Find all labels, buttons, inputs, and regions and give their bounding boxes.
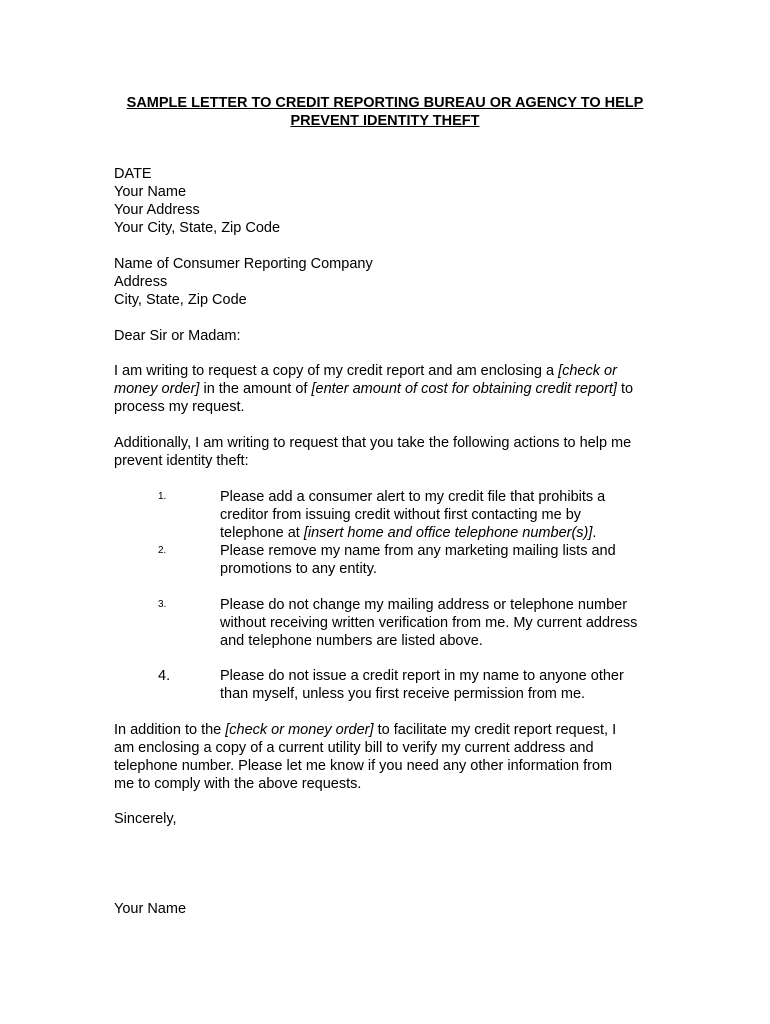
para3-text: In addition to the bbox=[114, 722, 226, 738]
para3-line-3: telephone number. Please let me know if you need any other information from bbox=[114, 758, 613, 774]
list-item-text: . bbox=[592, 525, 597, 541]
list-item-line: creditor from issuing credit without first contacting me by bbox=[220, 507, 582, 523]
list-item-text: telephone at bbox=[220, 525, 304, 541]
para3-text: to facilitate my credit report request, I bbox=[373, 722, 617, 738]
list-item-line: promotions to any entity. bbox=[220, 561, 377, 577]
list-item-line: Please do not change my mailing address or telephone number bbox=[220, 597, 628, 613]
list-item bbox=[220, 667, 670, 703]
list-number: 2. bbox=[158, 545, 167, 556]
salutation-text: Dear Sir or Madam: bbox=[114, 328, 241, 344]
list-item-line: and telephone numbers are listed above. bbox=[220, 633, 483, 649]
para1-line-3: process my request. bbox=[114, 399, 245, 415]
signature-name: Your Name bbox=[114, 901, 187, 917]
para3-line-4: me to comply with the above requests. bbox=[114, 776, 362, 792]
paragraph-enclosure bbox=[114, 721, 674, 793]
signature bbox=[114, 900, 674, 918]
para1-line-1 bbox=[114, 362, 674, 380]
para1-text: I am writing to request a copy of my credit report and am enclosing a bbox=[114, 363, 559, 379]
closing-text: Sincerely, bbox=[114, 811, 177, 827]
recipient-city: City, State, Zip Code bbox=[114, 292, 247, 308]
placeholder-phone: [insert home and office telephone number(s)] bbox=[303, 525, 593, 541]
title-line-2: PREVENT IDENTITY THEFT bbox=[290, 113, 480, 129]
para1-line-2 bbox=[114, 380, 674, 398]
list-item bbox=[220, 596, 670, 650]
sender-name: Your Name bbox=[114, 184, 187, 200]
salutation bbox=[114, 327, 674, 345]
letter-title bbox=[100, 94, 670, 130]
para1-text: to bbox=[616, 381, 634, 397]
placeholder-amount: [enter amount of cost for obtaining credit report] bbox=[311, 381, 617, 397]
list-item-line: Please remove my name from any marketing mailing lists and bbox=[220, 543, 616, 559]
paragraph-actions bbox=[114, 434, 674, 470]
para3-line-1 bbox=[114, 721, 674, 739]
sender-block bbox=[114, 165, 674, 237]
para3-line-2: am enclosing a copy of a current utility bill to verify my current address and bbox=[114, 740, 594, 756]
list-item-line: Please add a consumer alert to my credit file that prohibits a bbox=[220, 489, 606, 505]
paragraph-request bbox=[114, 362, 674, 416]
list-item-line bbox=[220, 524, 670, 542]
list-item-line: Please do not issue a credit report in my name to anyone other bbox=[220, 668, 624, 684]
recipient-address: Address bbox=[114, 274, 168, 290]
list-number: 3. bbox=[158, 599, 167, 610]
list-item-line: than myself, unless you first receive permission from me. bbox=[220, 686, 586, 702]
sender-city: Your City, State, Zip Code bbox=[114, 220, 281, 236]
sender-address: Your Address bbox=[114, 202, 200, 218]
para2-line-1: Additionally, I am writing to request that you take the following actions to help me bbox=[114, 435, 632, 451]
list-number: 1. bbox=[158, 491, 167, 502]
recipient-company: Name of Consumer Reporting Company bbox=[114, 256, 373, 272]
date-line: DATE bbox=[114, 166, 152, 182]
recipient-block bbox=[114, 255, 674, 309]
placeholder-payment: [check or bbox=[558, 363, 617, 379]
list-item bbox=[220, 542, 670, 578]
closing bbox=[114, 810, 674, 828]
title-line-1: SAMPLE LETTER TO CREDIT REPORTING BUREAU OR AGENCY TO HELP bbox=[126, 95, 644, 111]
list-number: 4. bbox=[158, 668, 171, 684]
para1-text: in the amount of bbox=[199, 381, 312, 397]
list-item-line: without receiving written verification from me. My current address bbox=[220, 615, 638, 631]
list-item bbox=[220, 488, 670, 542]
placeholder-payment: [check or money order] bbox=[225, 722, 374, 738]
placeholder-payment-cont: money order] bbox=[114, 381, 200, 397]
para2-line-2: prevent identity theft: bbox=[114, 453, 249, 469]
